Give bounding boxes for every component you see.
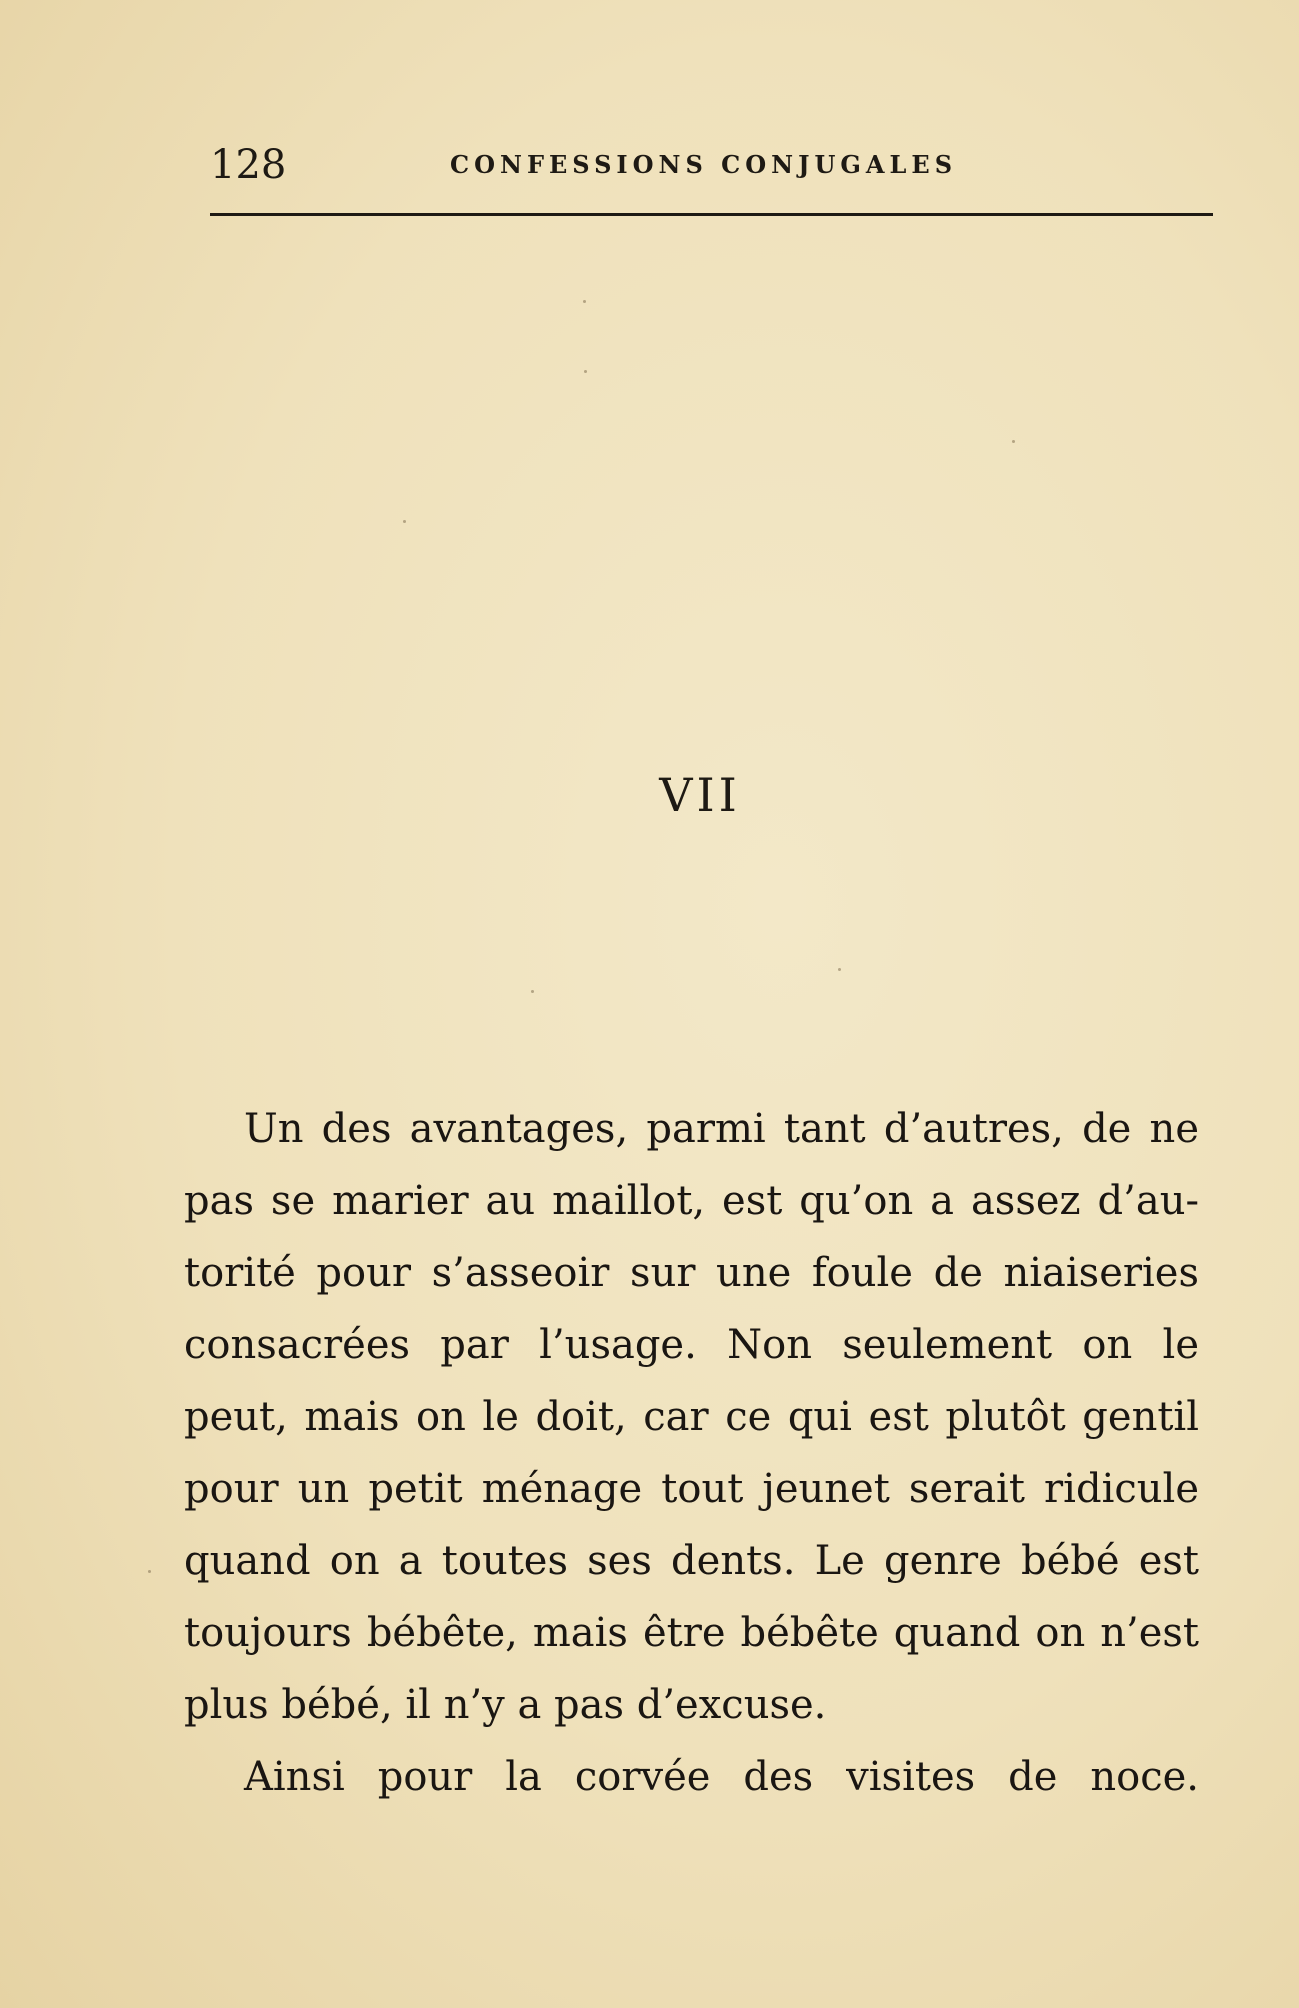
body-text xyxy=(184,1093,1199,1813)
text-line: torité pour s’asseoir sur une foule de niaiseries xyxy=(184,1250,1199,1296)
text-line: consacrées par l’usage. Non seulement on le xyxy=(184,1322,1199,1368)
paper-speck xyxy=(148,1570,151,1573)
page-number: 128 xyxy=(210,142,287,188)
paper-speck xyxy=(403,520,406,523)
paper-speck xyxy=(838,968,841,971)
paper-speck xyxy=(1012,440,1015,443)
text-line: Un des avantages, parmi tant d’autres, de ne xyxy=(244,1106,1199,1152)
text-line: pas se marier au maillot, est qu’on a assez d’au- xyxy=(184,1178,1199,1224)
text-line: pour un petit ménage tout jeunet serait ridicule xyxy=(184,1466,1199,1512)
paper-speck xyxy=(531,990,534,993)
chapter-number: VII xyxy=(659,768,741,822)
text-line: quand on a toutes ses dents. Le genre bébé est xyxy=(184,1538,1199,1584)
paper-speck xyxy=(584,370,587,373)
text-line: plus bébé, il n’y a pas d’excuse. xyxy=(184,1682,827,1728)
text-line: toujours bébête, mais être bébête quand on n’est xyxy=(184,1610,1199,1656)
book-title: CONFESSIONS CONJUGALES xyxy=(450,150,958,179)
text-line: peut, mais on le doit, car ce qui est plutôt gentil xyxy=(184,1394,1199,1440)
header-rule xyxy=(210,213,1213,216)
text-line: Ainsi pour la corvée des visites de noce. xyxy=(244,1754,1199,1800)
paper-speck xyxy=(583,300,586,303)
running-head xyxy=(210,140,1210,190)
